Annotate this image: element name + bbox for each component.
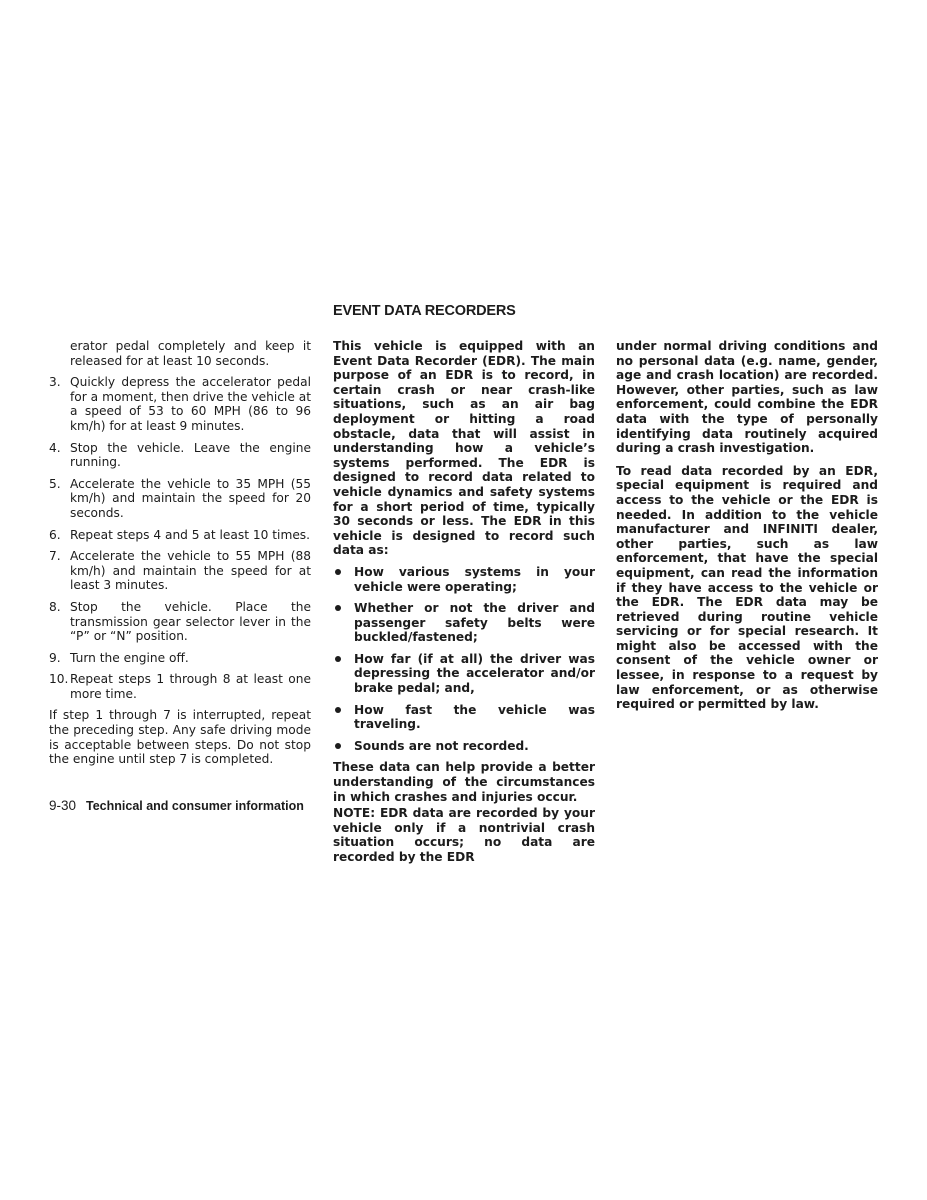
step-number: 6. <box>49 527 61 542</box>
step-number: 9. <box>49 650 61 665</box>
bullet-text: How various systems in your vehicle were operating; <box>354 564 595 594</box>
list-item <box>49 549 311 593</box>
bullet-icon <box>335 743 341 749</box>
step-text: Quickly depress the accelerator pedal for a moment, then drive the vehicle at a speed of 53 to 60 MPH (86 to 96 km/h) for at least 9 minutes. <box>70 375 311 433</box>
understanding-paragraph: These data can help provide a better understanding of the circumstances in which crashes and injuries occur. <box>333 760 595 804</box>
bullet-list <box>333 565 595 754</box>
step-text: Stop the vehicle. Leave the engine running. <box>70 440 311 470</box>
step-number: 7. <box>49 549 61 564</box>
list-item <box>49 528 311 543</box>
list-item <box>333 652 595 696</box>
list-item <box>333 739 595 754</box>
step-text: Accelerate the vehicle to 35 MPH (55 km/h) and maintain the speed for 20 seconds. <box>70 476 311 520</box>
middle-column <box>333 339 595 865</box>
list-item <box>49 375 311 433</box>
list-item <box>333 601 595 645</box>
list-item <box>49 672 311 701</box>
list-item <box>333 703 595 732</box>
access-paragraph: To read data recorded by an EDR, special equipment is required and access to the vehicle or the EDR is needed. In addition to the vehicle manufacturer and INFINITI dealer, other parties, such as law enforcement, that have the special equipment, can read the information if they have access to the vehicle or the EDR. The EDR data may be retrieved during routine vehicle servicing or for special research. It might also be accessed with the consent of the vehicle owner or lessee, in response to a request by law enforcement, or as otherwise required or permitted by law. <box>616 463 878 712</box>
right-column <box>616 339 878 719</box>
bullet-text: How far (if at all) the driver was depressing the accelerator and/or brake pedal; and, <box>354 651 595 696</box>
step-text: Accelerate the vehicle to 55 MPH (88 km/h) and maintain the speed for at least 3 minutes. <box>70 549 311 593</box>
step-text: Stop the vehicle. Place the transmission gear selector lever in the “P” or “N” position. <box>70 599 311 644</box>
page-footer <box>49 798 304 813</box>
continuation-text: erator pedal completely and keep it released for at least 10 seconds. <box>70 339 311 368</box>
bullet-icon <box>335 569 341 575</box>
bullet-text: How fast the vehicle was traveling. <box>354 702 595 732</box>
left-column <box>49 339 311 774</box>
step-number: 8. <box>49 599 61 614</box>
bullet-icon <box>335 605 341 611</box>
bullet-text: Whether or not the driver and passenger safety belts were buckled/fastened; <box>354 601 595 645</box>
list-item <box>49 477 311 521</box>
step-number: 5. <box>49 476 61 491</box>
steps-list <box>49 375 311 701</box>
page-number: 9-30 <box>49 798 77 813</box>
intro-paragraph: This vehicle is equipped with an Event Data Recorder (EDR). The main purpose of an EDR is to record, in certain crash or near crash-like situations, such as an air bag deployment or hitting a road obstacle, data that will assist in understanding how a vehicle’s systems performed. The EDR is designed to record data related to vehicle dynamics and safety systems for a short period of time, typically 30 seconds or less. The EDR in this vehicle is designed to record such data as: <box>333 339 595 558</box>
step-text: Turn the engine off. <box>70 650 189 665</box>
step-text: Repeat steps 1 through 8 at least one more time. <box>70 672 311 701</box>
bullet-icon <box>335 707 341 713</box>
list-item <box>49 651 311 666</box>
step-number: 4. <box>49 440 61 455</box>
footer-section-title: Technical and consumer information <box>86 799 304 813</box>
list-item <box>333 565 595 594</box>
privacy-paragraph: under normal driving conditions and no personal data (e.g. name, gender, age and crash location) are recorded. However, other parties, such as law enforcement, could combine the EDR data with the type of personally identifying data routinely acquired during a crash investigation. <box>616 339 878 456</box>
section-heading: EVENT DATA RECORDERS <box>333 303 516 319</box>
step-number: 10. <box>49 672 69 687</box>
step-number: 3. <box>49 375 61 390</box>
bullet-icon <box>335 656 341 662</box>
step-text: Repeat steps 4 and 5 at least 10 times. <box>70 527 311 542</box>
closing-paragraph: If step 1 through 7 is interrupted, repeat the preceding step. Any safe driving mode is acceptable between steps. Do not stop the engine until step 7 is completed. <box>49 708 311 767</box>
bullet-text: Sounds are not recorded. <box>354 738 529 753</box>
list-item <box>49 600 311 644</box>
list-item <box>49 441 311 470</box>
note-paragraph: NOTE: EDR data are recorded by your vehicle only if a nontrivial crash situation occurs; no data are recorded by the EDR <box>333 806 595 864</box>
